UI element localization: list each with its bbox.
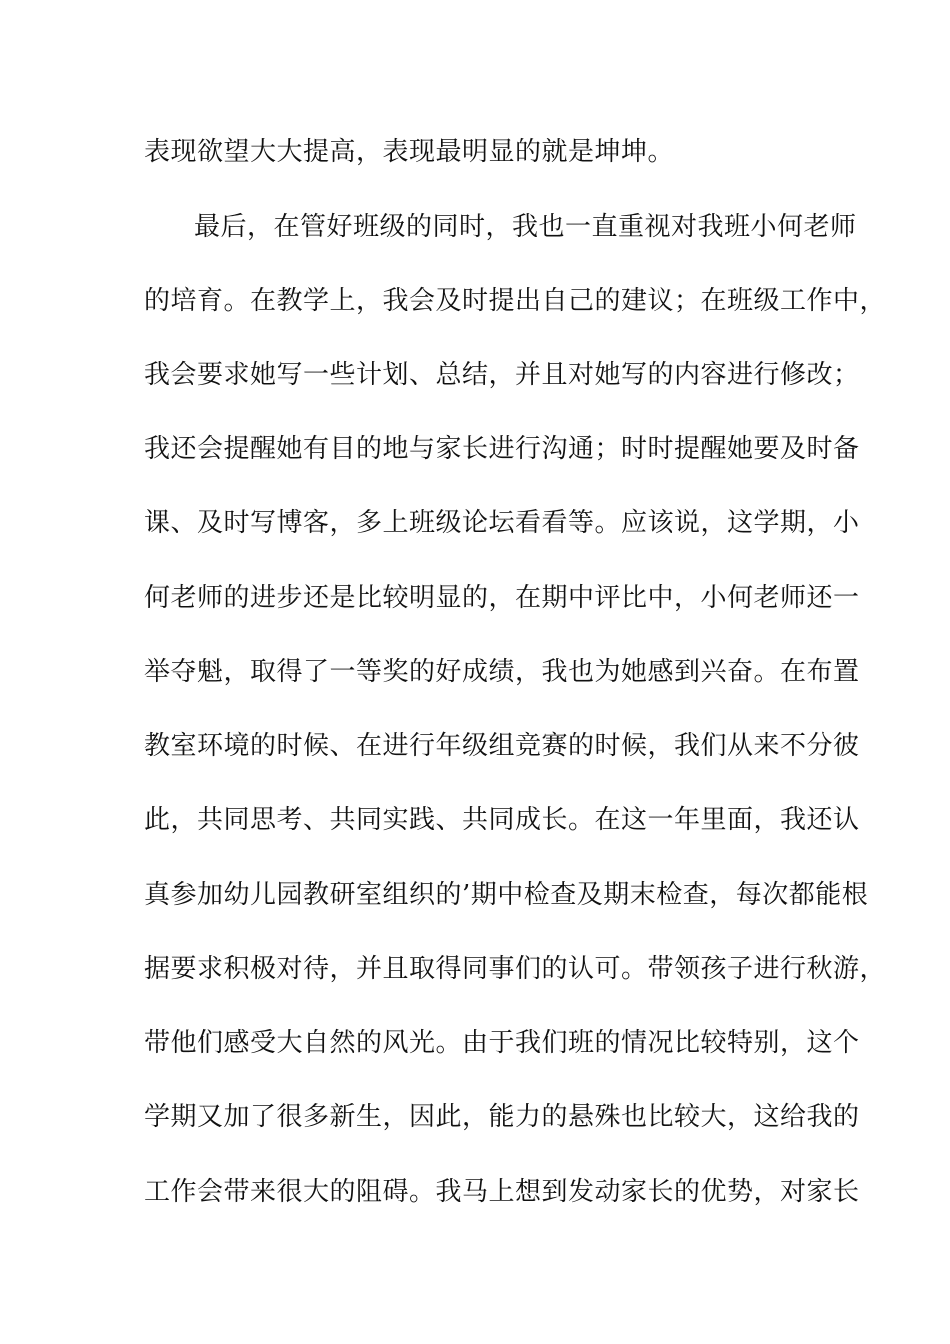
text-line: 我会要求她写一些计划、总结，并且对她写的内容进行修改；	[144, 360, 860, 390]
text-line: 课、及时写博客，多上班级论坛看看等。应该说，这学期，小	[144, 508, 860, 538]
text-line: 举夺魁，取得了一等奖的好成绩，我也为她感到兴奋。在布置	[144, 657, 860, 687]
text-line: 我还会提醒她有目的地与家长进行沟通；时时提醒她要及时备	[144, 434, 860, 464]
text-line: 表现欲望大大提高，表现最明显的就是坤坤。	[144, 137, 675, 167]
text-line: 此，共同思考、共同实践、共同成长。在这一年里面，我还认	[144, 805, 860, 835]
text-line: 工作会带来很大的阻碍。我马上想到发动家长的优势，对家长	[144, 1177, 860, 1207]
text-line: 带他们感受大自然的风光。由于我们班的情况比较特别，这个	[144, 1028, 860, 1058]
text-line: 何老师的进步还是比较明显的，在期中评比中，小何老师还一	[144, 583, 860, 613]
paragraph-first-line: 最后，在管好班级的同时，我也一直重视对我班小何老师	[194, 212, 857, 242]
text-line: 教室环境的时候、在进行年级组竞赛的时候，我们从来不分彼	[144, 731, 860, 761]
text-line: 学期又加了很多新生，因此，能力的悬殊也比较大，这给我的	[144, 1102, 860, 1132]
text-line: 真参加幼儿园教研室组织的’期中检查及期末检查，每次都能根	[144, 880, 869, 910]
text-line: 的培育。在教学上，我会及时提出自己的建议；在班级工作中，	[144, 286, 887, 316]
text-line: 据要求积极对待，并且取得同事们的认可。带领孩子进行秋游，	[144, 954, 887, 984]
